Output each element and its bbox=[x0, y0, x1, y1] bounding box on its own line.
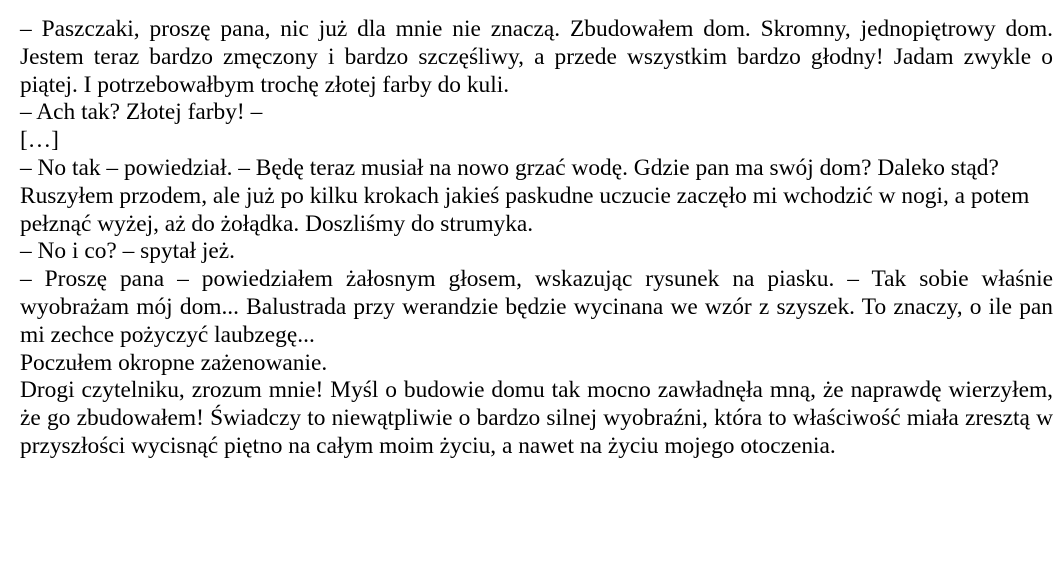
document-text bbox=[20, 16, 1053, 461]
paragraph-ellipsis: […] bbox=[20, 127, 59, 154]
paragraph-spytal-jez: – No i co? – spytał jeż. bbox=[20, 238, 236, 265]
paragraph-prosze-pana: – Proszę pana – powiedziałem żałosnym głosem, wskazując rysunek na piasku. – Tak sobie właśnie wyobrażam mój dom... Balustrada przy werandzie będzie wycinana we wzór z szyszek. To znaczy, o ile pan mi zechce pożyczyć laubzegę... bbox=[20, 266, 1053, 348]
paragraph-zazenowanie: Poczułem okropne zażenowanie. bbox=[20, 349, 328, 376]
paragraph-zlotej-farby: – Ach tak? Złotej farby! – bbox=[20, 99, 263, 126]
paragraph-no-tak: – No tak – powiedział. – Będę teraz musiał na nowo grzać wodę. Gdzie pan ma swój dom? Daleko stąd? bbox=[20, 154, 999, 181]
paragraph-ruszylem: Ruszyłem przodem, ale już po kilku krokach jakieś paskudne uczucie zaczęło mi wchodzić w nogi, a potem pełznąć wyżej, aż do żołądka. Doszliśmy do strumyka. bbox=[20, 182, 1030, 237]
paragraph-paszczaki: – Paszczaki, proszę pana, nic już dla mnie nie znaczą. Zbudowałem dom. Skromny, jednopiętrowy dom. Jestem teraz bardzo zmęczony i bardzo szczęśliwy, a przede wszystkim bardzo głodny! Jadam zwykle o piątej. I potrzebowałbym trochę złotej farby do kuli. bbox=[20, 16, 1053, 98]
paragraph-drogi-czytelniku: Drogi czytelniku, zrozum mnie! Myśl o budowie domu tak mocno zawładnęła mną, że naprawdę wierzyłem, że go zbudowałem! Świadczy to niewątpliwie o bardzo silnej wyobraźni, która to właściwość miała zresztą w przyszłości wycisnąć piętno na całym moim życiu, a nawet na życiu mojego otoczenia. bbox=[20, 377, 1053, 459]
